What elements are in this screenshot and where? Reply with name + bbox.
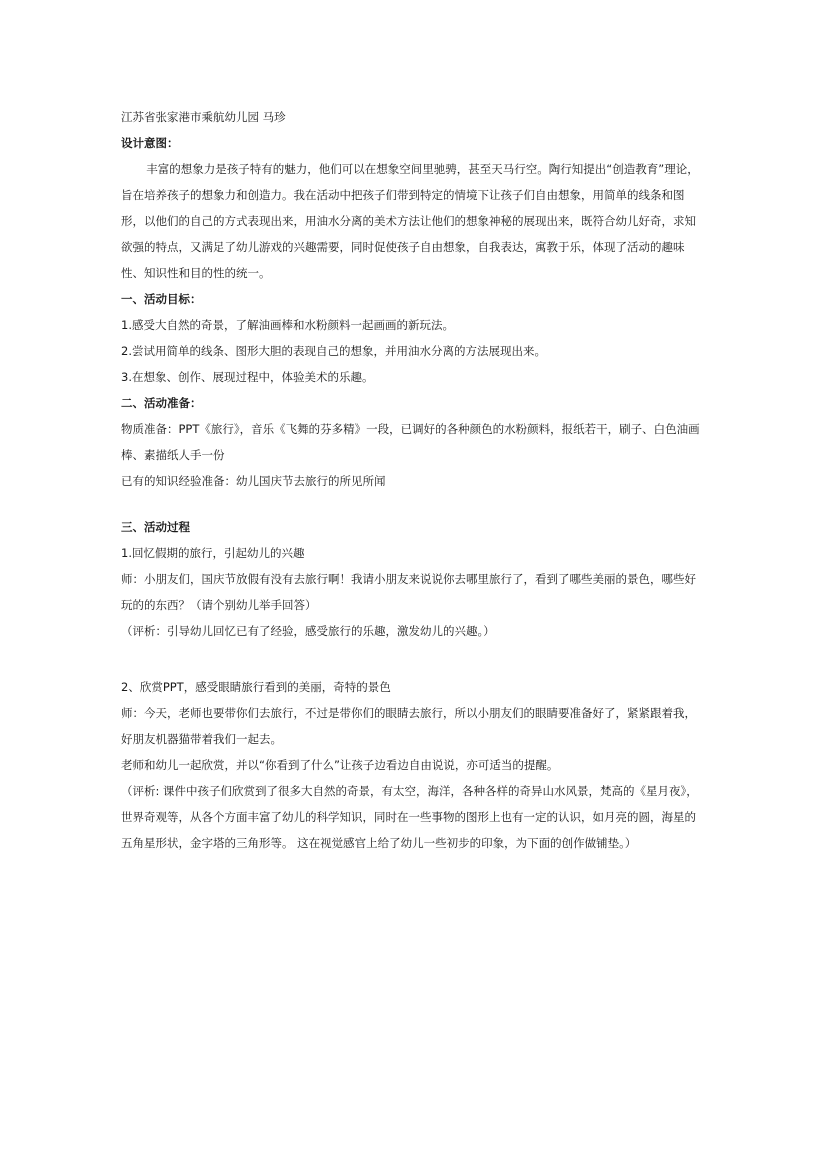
step1-teacher: 师：小朋友们，国庆节放假有没有去旅行啊！我请小朋友来说说你去哪里旅行了，看到了哪些美丽的景色，哪些好玩的的东西？（请个别幼儿举手回答）: [121, 572, 696, 612]
step2-together: 老师和幼儿一起欣赏，并以“你看到了什么”让孩子边看边自由说说，亦可适当的提醒。: [121, 758, 559, 772]
author-line: 江苏省张家港市乘航幼儿园 马珍: [121, 110, 286, 124]
design-paragraph: 丰富的想象力是孩子特有的魅力，他们可以在想象空间里驰骋，甚至天马行空。陶行知提出“创造教育”理论，旨在培养孩子的想象力和创造力。我在活动中把孩子们带到特定的情境下让孩子们自由想象，用简单的线条和图形，以他们的自己的方式表现出来，用油水分离的美术方法让他们的想象神秘的展现出来，既符合幼儿好奇，求知欲强的特点，又满足了幼儿游戏的兴趣需要，同时促使孩子自由想象，自我表达，寓教于乐，体现了活动的趣味性、知识性和目的性的统一。: [121, 162, 699, 280]
spacer: [121, 494, 707, 514]
step1-title: 1.回忆假期的旅行，引起幼儿的兴趣: [121, 546, 305, 560]
goal-item-3: 3.在想象、创作、展现过程中，体验美术的乐趣。: [121, 370, 374, 384]
step1-comment: （评析：引导幼儿回忆已有了经验，感受旅行的乐趣，激发幼儿的兴趣。）: [121, 624, 495, 638]
goals-heading: 一、活动目标：: [121, 292, 202, 306]
process-heading: 三、活动过程: [121, 520, 190, 534]
step2-teacher: 师：今天，老师也要带你们去旅行，不过是带你们的眼睛去旅行，所以小朋友们的眼睛要准备好了，紧紧跟着我，好朋友机器猫带着我们一起去。: [121, 706, 696, 746]
goal-item-2: 2.尝试用简单的线条、图形大胆的表现自己的想象，并用油水分离的方法展现出来。: [121, 344, 546, 358]
prep-heading: 二、活动准备：: [121, 396, 202, 410]
design-heading: 设计意图：: [121, 136, 179, 150]
document-body: [121, 104, 707, 856]
step2-title: 2、欣赏PPT，感受眼睛旅行看到的美丽，奇特的景色: [121, 680, 391, 694]
prep-material: 物质准备：PPT《旅行》，音乐《飞舞的芬多精》一段，已调好的各种颜色的水粉颜料，报纸若干，刷子、白色油画棒、素描纸人手一份: [121, 422, 700, 462]
spacer: [121, 644, 707, 674]
prep-knowledge: 已有的知识经验准备：幼儿国庆节去旅行的所见所闻: [121, 474, 386, 488]
goal-item-1: 1.感受大自然的奇景，了解油画棒和水粉颜料一起画画的新玩法。: [121, 318, 454, 332]
step2-comment: （评析: 课件中孩子们欣赏到了很多大自然的奇景，有太空，海洋，各种各样的奇异山水风景，梵高的《星月夜》，世界奇观等，从各个方面丰富了幼儿的科学知识，同时在一些事物的图形上也有一定的认识，如月亮的圆，海星的五角星形状，金字塔的三角形等。 这在视觉感官上给了幼儿一些初步的印象，为下面的创作做铺垫。）: [121, 784, 698, 850]
